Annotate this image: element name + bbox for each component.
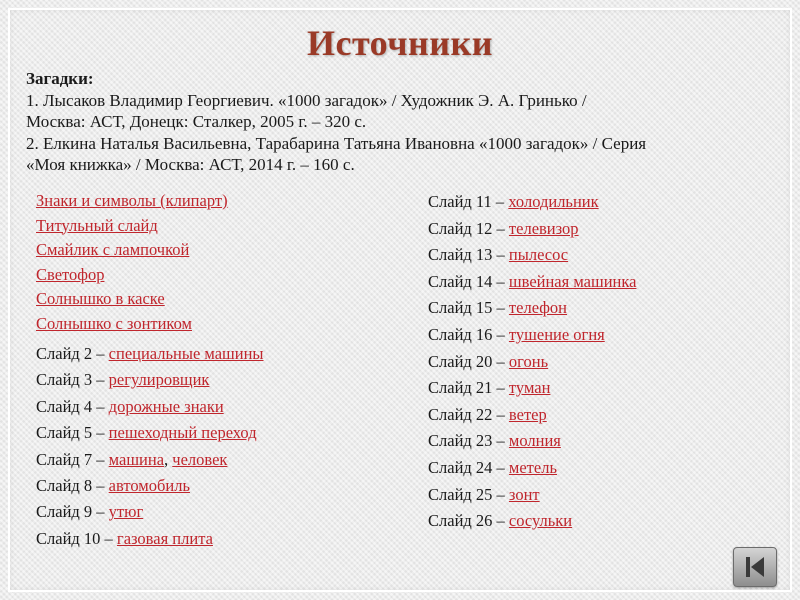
slide-source-row: [36, 367, 264, 393]
slide-source-row: [428, 269, 636, 296]
slide-source-row: [428, 455, 636, 482]
riddles-line: «Моя книжка» / Москва: АСТ, 2014 г. – 160 с.: [26, 155, 355, 174]
slide-source-link[interactable]: огонь: [508, 351, 549, 371]
slide-label: Слайд 10 –: [36, 528, 117, 548]
slide-source-link[interactable]: пылесос: [508, 245, 569, 265]
slide-label: Слайд 3 –: [36, 370, 109, 390]
slide-source-row: [428, 402, 636, 429]
slide-source-row: [36, 473, 264, 499]
slide-source-row: [428, 189, 636, 216]
slide-source-row: [428, 216, 636, 243]
slide-source-link[interactable]: утюг: [108, 502, 144, 522]
slide-source-link[interactable]: тушение огня: [508, 324, 605, 344]
page-title: Источники: [306, 23, 494, 63]
slide-source-row: [428, 295, 636, 322]
left-sources-column: [36, 189, 264, 552]
credit-link-title-slide[interactable]: Титульный слайд: [36, 215, 158, 235]
slide-source-link[interactable]: человек: [172, 449, 228, 469]
credit-link-sun-helmet[interactable]: Солнышко в каске: [36, 289, 165, 308]
credit-link-smiley[interactable]: Смайлик с лампочкой: [36, 240, 190, 259]
slide-source-link[interactable]: холодильник: [508, 192, 599, 211]
slide-source-row: [36, 420, 264, 446]
slide-source-link[interactable]: пешеходный переход: [108, 423, 257, 443]
slide-label: Слайд 15 –: [428, 298, 509, 318]
slide-source-row: [428, 322, 636, 349]
slide-label: Слайд 2 –: [36, 344, 109, 363]
slide-source-link[interactable]: телефон: [508, 298, 567, 318]
slide-source-link[interactable]: метель: [508, 457, 557, 477]
back-to-start-icon: [734, 548, 776, 586]
slide-label: Слайд 13 –: [428, 245, 509, 265]
slide-source-row: [36, 499, 264, 525]
slide-source-row: [36, 394, 264, 420]
riddles-line: Москва: АСТ, Донецк: Сталкер, 2005 г. – 320 с.: [26, 112, 367, 131]
slide-label: Слайд 11 –: [428, 192, 509, 211]
slide-label: Слайд 9 –: [36, 502, 109, 522]
slide-source-row: [428, 349, 636, 376]
right-sources-column: [428, 189, 636, 535]
riddles-line: 1. Лысаков Владимир Георгиевич. «1000 загадок» / Художник Э. А. Гринько /: [26, 90, 587, 110]
slide-source-link[interactable]: машина: [108, 449, 165, 469]
slide-label: Слайд 25 –: [428, 484, 509, 504]
slide-source-row: [36, 526, 264, 552]
slide-label: Слайд 22 –: [428, 404, 509, 424]
slide-source-link[interactable]: ветер: [508, 404, 547, 424]
back-to-start-button[interactable]: [733, 547, 777, 587]
slide-source-link[interactable]: регулировщик: [108, 370, 210, 390]
riddles-line: 2. Елкина Наталья Васильевна, Тарабарина Татьяна Ивановна «1000 загадок» / Серия: [26, 133, 647, 153]
riddles-sources: [26, 68, 766, 176]
slide-source-link[interactable]: дорожные знаки: [108, 396, 224, 416]
slide-label: Слайд 5 –: [36, 423, 109, 443]
riddles-heading: Загадки:: [26, 69, 94, 88]
slide-label: Слайд 4 –: [36, 396, 109, 416]
slide-source-link[interactable]: газовая плита: [116, 528, 213, 548]
slide-source-row: [428, 508, 636, 535]
credit-link-clipart[interactable]: Знаки и символы (клипарт): [36, 191, 228, 210]
slide-source-link[interactable]: автомобиль: [108, 475, 190, 495]
slide-source-link[interactable]: зонт: [508, 484, 540, 504]
slide-source-row: [428, 375, 636, 402]
slide-source-row: [428, 428, 636, 455]
slide-label: Слайд 21 –: [428, 378, 509, 398]
slide-source-link[interactable]: сосульки: [508, 511, 573, 531]
slide-label: Слайд 7 –: [36, 449, 109, 469]
slide-source-link[interactable]: туман: [508, 378, 551, 398]
slide-source-row: [428, 482, 636, 509]
slide-label: Слайд 23 –: [428, 431, 509, 451]
slide-source-link[interactable]: телевизор: [508, 218, 579, 238]
slide-source-row: Слайд 7 – машина, человек: [36, 449, 228, 469]
slide-label: Слайд 8 –: [36, 475, 109, 495]
slide-label: Слайд 20 –: [428, 351, 509, 371]
slide-source-link[interactable]: молния: [508, 431, 561, 451]
slide-label: Слайд 24 –: [428, 457, 509, 477]
slide-source-row: [428, 242, 636, 269]
slide-label: Слайд 16 –: [428, 324, 509, 344]
slide-source-row: [36, 341, 264, 367]
slide-source-link[interactable]: швейная машинка: [508, 271, 637, 291]
slide-label: Слайд 26 –: [428, 511, 509, 531]
slide-label: Слайд 14 –: [428, 271, 509, 291]
slide-label: Слайд 12 –: [428, 218, 509, 238]
credit-link-traffic-light[interactable]: Светофор: [36, 264, 105, 284]
slide-source-link[interactable]: специальные машины: [108, 344, 264, 363]
credit-link-sun-umbrella[interactable]: Солнышко с зонтиком: [36, 313, 192, 333]
